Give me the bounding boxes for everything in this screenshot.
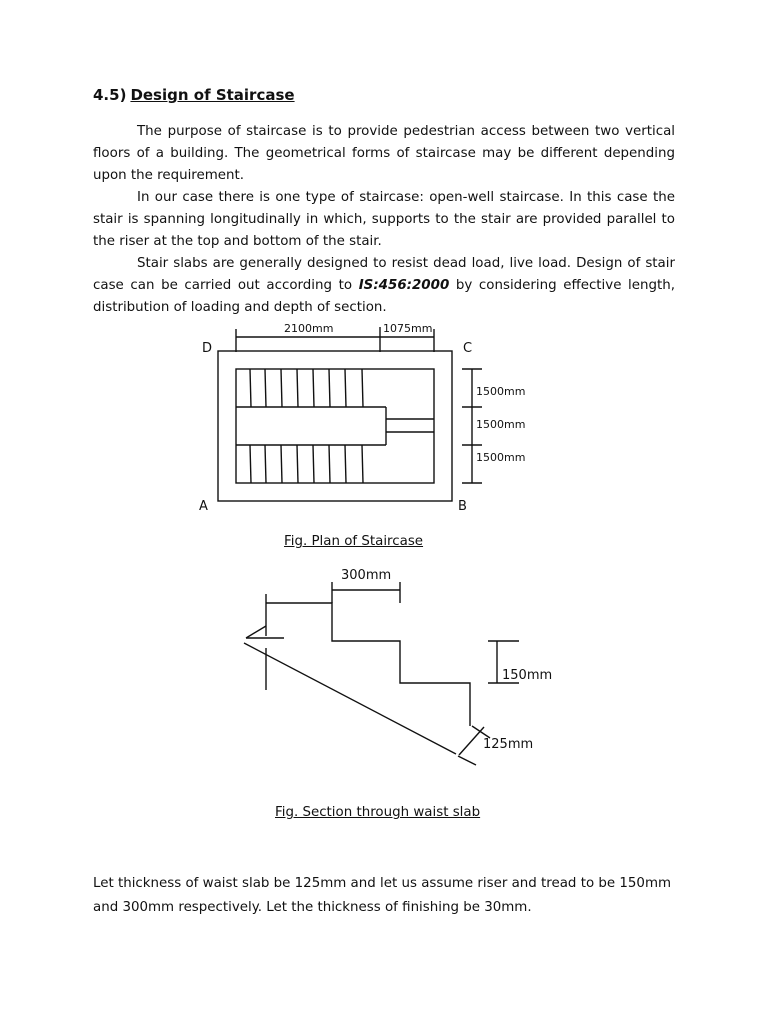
paragraph-assumptions: Let thickness of waist slab be 125mm and let us assume riser and tread to be 150mm and 300mm respectively. Let the thickness of finishing be 30mm. (93, 876, 672, 915)
plan-dim-1075: 1075mm (383, 322, 433, 335)
section-waist-tick-bottom (458, 756, 476, 765)
paragraph-purpose-text: The purpose of staircase is to provide pedestrian access between two vertical floors of a building. The geometrical forms of staircase may be different depending upon the requirement. (93, 124, 675, 183)
section-dim-300: 300mm (341, 568, 392, 583)
plan-corner-a: A (199, 499, 208, 514)
plan-corner-b: B (458, 499, 467, 514)
section-dim-150: 150mm (502, 668, 553, 683)
code-reference: IS:456:2000 (358, 278, 450, 293)
plan-caption: Fig. Plan of Staircase (284, 534, 424, 549)
section-number: 4.5) (93, 86, 127, 104)
section-waist-soffit (244, 643, 456, 754)
plan-corner-c: C (463, 341, 473, 356)
plan-dim-1500-3: 1500mm (476, 451, 526, 464)
plan-dim-2100: 2100mm (284, 322, 334, 335)
plan-corner-d: D (202, 341, 213, 356)
paragraph-design-text-2: by considering effective length, distribution of loading and depth of section. (93, 278, 675, 315)
plan-dim-1500-2: 1500mm (476, 418, 526, 431)
section-dim-125: 125mm (483, 737, 534, 752)
paragraph-design-text-1: Stair slabs are generally designed to resist dead load, live load. Design of stair case can be carried out according to (93, 256, 675, 293)
plan-dim-1500-1: 1500mm (476, 385, 526, 398)
section-caption: Fig. Section through waist slab (275, 805, 481, 820)
paragraph-case-text: In our case there is one type of staircase: open-well staircase. In this case the stair is spanning longitudinally in which, supports to the stair are provided parallel to the riser at the top and bottom of the stair. (93, 190, 675, 249)
section-title: Design of Staircase (130, 86, 295, 104)
section-support-slant (246, 626, 266, 638)
